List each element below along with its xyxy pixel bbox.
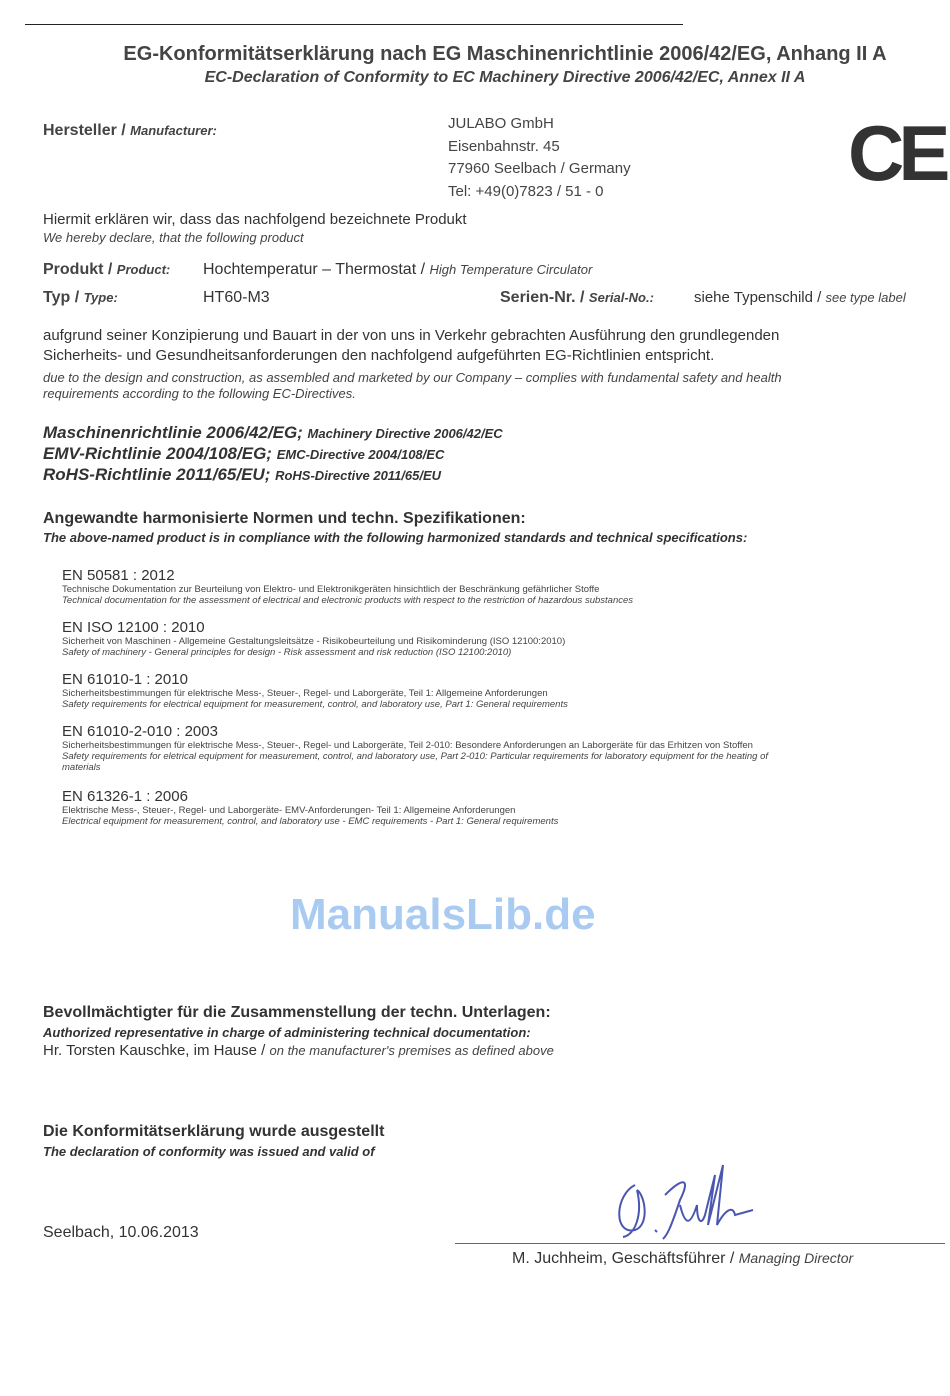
directive-en: RoHS-Directive 2011/65/EU [275,468,442,483]
top-rule [25,24,683,25]
label-en: Manufacturer: [130,123,217,138]
address-line: Eisenbahnstr. 45 [448,137,560,155]
title-en: EC-Declaration of Conformity to EC Machinery Directive 2006/42/EC, Annex II A [204,69,806,86]
manufacturer-label [43,122,217,140]
signatory [512,1250,853,1268]
standard-item [62,567,633,606]
signatory-name: M. Juchheim, Geschäftsführer / [512,1250,739,1267]
standard-name: EN ISO 12100 : 2010 [62,619,205,636]
representative-heading-en: Authorized representative in charge of administering technical documentation: [43,1025,531,1040]
standards-heading-en: The above-named product is in compliance with the following harmonized standards and technical specifications: [43,530,748,545]
product-value [203,261,592,279]
representative-heading-de: Bevollmächtigter für die Zusammenstellung der techn. Unterlagen: [43,1004,551,1021]
standard-name: EN 61010-1 : 2010 [62,671,188,688]
product-label [43,261,170,279]
standard-desc-en: materials [62,762,101,773]
directive [43,423,503,443]
rep-name-de: Hr. Torsten Kauschke, im Hause / [43,1042,270,1059]
standard-item [62,619,565,658]
text-line: requirements according to the following EC-Directives. [43,386,356,401]
address-line: 77960 Seelbach / Germany [448,160,631,177]
standard-desc-en: Safety requirements for electrical equipment for measurement, control, and laboratory use, Part 1: General requirements [62,699,568,710]
directive [43,465,441,485]
directive-en: Machinery Directive 2006/42/EC [307,426,503,441]
standards-heading-de: Angewandte harmonisierte Normen und techn. Spezifikationen: [43,510,526,527]
standard-name: EN 61010-2-010 : 2003 [62,723,218,740]
title-de: EG-Konformitätserklärung nach EG Maschinenrichtlinie 2006/42/EG, Anhang II A [123,43,887,65]
declare-en: We hereby declare, that the following product [43,230,304,245]
directive-de: EMV-Richtlinie 2004/108/EG; [43,444,277,463]
issued-heading-de: Die Konformitätserklärung wurde ausgestellt [43,1123,385,1140]
standard-item [62,723,768,773]
value-de: siehe Typenschild / [694,289,826,306]
basis-de [43,327,779,364]
ce-mark-logo: CE [848,109,945,197]
text-line: aufgrund seiner Konzipierung und Bauart in der von uns in Verkehr gebrachten Ausführung den grundlegenden [43,327,780,344]
label-de: Typ / [43,289,84,306]
basis-en [43,370,782,401]
signatory-title-en: Managing Director [738,1250,854,1266]
manufacturer-address [448,113,631,203]
representative-name [43,1042,554,1060]
standard-name: EN 61326-1 : 2006 [62,788,188,805]
value-en: High Temperature Circulator [429,262,593,277]
standard-desc-en: Technical documentation for the assessment of electrical and electronic products with respect to the restriction of hazardous substances [62,595,634,606]
standard-desc-en: Electrical equipment for measurement, control, and laboratory use - EMC requirements - Part 1: General requirements [62,816,559,827]
rep-name-en: on the manufacturer's premises as defined above [269,1043,554,1058]
label-en: Type: [83,290,118,305]
standard-desc-de: Sicherheitsbestimmungen für elektrische Mess-, Steuer-, Regel- und Laborgeräte, Teil 1: Allgemeine Anforderungen [62,688,548,699]
standard-desc-de: Sicherheitsbestimmungen für elektrische Mess-, Steuer-, Regel- und Laborgeräte, Teil 2-010: Besondere Anforderungen an Laborgeräte für das Erhitzen von Stoffen [62,740,753,751]
address-line: Tel: +49(0)7823 / 51 - 0 [448,182,604,200]
label-de: Produkt / [43,261,117,278]
standard-desc-de: Technische Dokumentation zur Beurteilung von Elektro- und Elektronikgeräten hinsichtlich der Beschränkung gefährlicher Stoffe [62,584,600,595]
label-en: Product: [116,262,171,277]
type-label [43,289,118,307]
place-date: Seelbach, 10.06.2013 [43,1224,199,1241]
watermark: ManualsLib.de [290,890,596,939]
directive [43,444,444,464]
signature-line [455,1243,945,1244]
standard-desc-en: Safety requirements for eletrical equipment for measurement, control, and laboratory use, Part 2-010: Particular requirements for laboratory equipment for the heating of [62,751,769,762]
directive-de: RoHS-Richtlinie 2011/65/EU; [43,465,276,484]
type-value: HT60-M3 [203,289,270,306]
declare-de: Hiermit erklären wir, dass das nachfolgend bezeichnete Produkt [43,211,467,228]
label-en: Serial-No.: [588,290,654,305]
value-de: Hochtemperatur – Thermostat / [203,261,430,278]
label-de: Serien-Nr. / [500,289,589,306]
value-en: see type label [825,290,906,305]
standard-item [62,671,568,710]
serial-label [500,289,654,307]
standard-name: EN 50581 : 2012 [62,567,175,584]
standard-desc-de: Sicherheit von Maschinen - Allgemeine Gestaltungsleitsätze - Risikobeurteilung und Risikominderung (ISO 12100:2010) [62,636,566,647]
standard-desc-en: Safety of machinery - General principles for design - Risk assessment and risk reduction (ISO 12100:2010) [62,647,512,658]
text-line: due to the design and construction, as assembled and marketed by our Company – complies with fundamental safety and health [43,370,782,385]
standard-item [62,788,558,827]
address-line: JULABO GmbH [448,115,554,132]
label-de: Hersteller / [43,122,131,139]
issued-heading-en: The declaration of conformity was issued and valid of [43,1144,375,1159]
standard-desc-de: Elektrische Mess-, Steuer-, Regel- und Laborgeräte- EMV-Anforderungen- Teil 1: Allgemeine Anforderungen [62,805,516,816]
signature [605,1155,785,1240]
directive-en: EMC-Directive 2004/108/EC [276,447,445,462]
text-line: Sicherheits- und Gesundheitsanforderungen den nachfolgend aufgeführten EG-Richtlinien entspricht. [43,347,715,364]
directive-de: Maschinenrichtlinie 2006/42/EG; [43,423,308,442]
serial-value [694,289,906,307]
